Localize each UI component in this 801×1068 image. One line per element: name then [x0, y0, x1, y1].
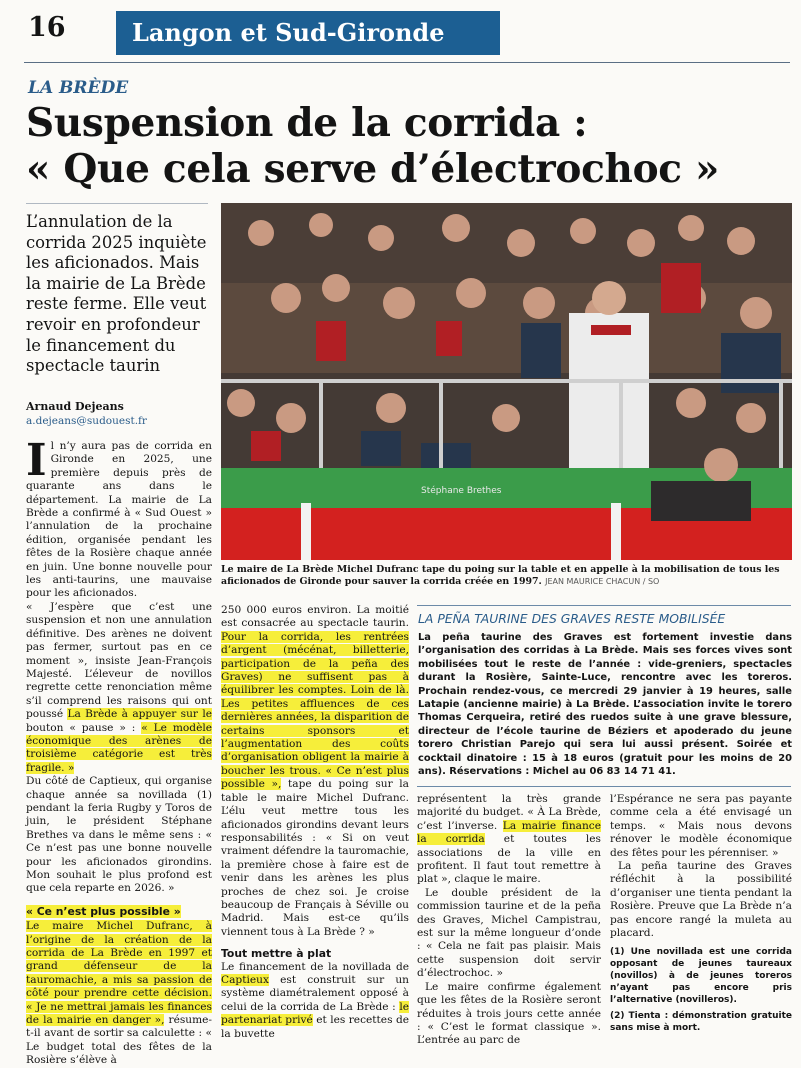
col1-paragraph-2a: « J’espère que c’est une suspension et non une annulation définitive. Des arènes ne doivent pas fermer, surtout pas en ce moment », insiste Jean-François Majesté. L’éleveur de novillos regrette cette renonciation même s’il comprend les raisons qui ont poussé: [26, 600, 212, 721]
author-name: Arnaud Dejeans: [26, 400, 124, 413]
photo-credit: JEAN MAURICE CHACUN / SO: [545, 577, 660, 586]
section-title: Langon et Sud-Gironde: [132, 18, 445, 47]
page-number: 16: [28, 12, 66, 43]
col1-highlight-1: La Brède à appuyer sur le: [67, 708, 212, 721]
photo-caption: [221, 564, 793, 588]
sidebar-title: LA PEÑA TAURINE DES GRAVES RESTE MOBILISÉE: [418, 611, 726, 626]
col3-highlight-1: La mairie finance la corrida: [417, 819, 601, 846]
col1-paragraph-1: l n’y aura pas de corrida en Gironde en 2025, une première depuis près de quarante ans dans le département. La mairie de La Brède a confirmé à « Sud Ouest » l’annulation de la prochaine édition, organisée pendant les fêtes de la Rosière chaque année en juin. Une bonne nouvelle pour les anti-taurins, une mauvaise pour les aficionados.: [26, 440, 212, 600]
col1-paragraph-3: Du côté de Captieux, qui organise chaque année sa novillada (1) pendant la feria Rugby y Toros de juin, le président Stéphane Brethes va dans le même sens : « Ce n’est pas une bonne nouvelle pour les aficionados girondins. Mon souhait le plus profond est que cela reparte en 2026. »: [26, 775, 212, 895]
headline-line-2: « Que cela serve d’électrochoc »: [26, 146, 720, 192]
col2-highlight-2: Captieux: [221, 973, 269, 986]
col2-highlight-3: le partenariat privé: [221, 1000, 409, 1027]
header-rule: [24, 62, 790, 63]
col2-paragraph-2b: est construit sur un système diamétralement opposé à celui de la corrida de La Brède :: [221, 973, 409, 1013]
sidebar-rule-bottom: [417, 786, 791, 787]
col4-footnote-2: (2) Tienta : démonstration gratuite sans mise à mort.: [610, 1011, 792, 1034]
col3-paragraph-2: Le double président de la commission taurine et de la peña des Graves, Michel Campistrau, est sur la même longueur d’onde : « Cela ne fait pas plaisir. Mais cette suspension doit servir d’électrochoc. »: [417, 886, 601, 980]
lead-rule-top: [26, 203, 208, 204]
col2-paragraph-2c: et les recettes de la buvette: [221, 1014, 409, 1040]
headline-line-1: Suspension de la corrida :: [26, 100, 588, 146]
kicker: LA BRÈDE: [28, 78, 129, 98]
col1-highlight-3: Le maire Michel Dufranc, à l’origine de la création de la corrida de La Brède en 1997 et grand défenseur de la tauromachie, a mis sa passion de côté pour prendre cette décision. « Je ne mettrai jamais les finances de la mairie en danger »,: [26, 920, 212, 1027]
sidebar-body: La peña taurine des Graves est fortement investie dans l’organisation des corridas à La Brède. Mais ses forces vives sont mobilisées tout le reste de l’année : vide-greniers, spectacles durant la Rosière, Sainte-Luce, rencontre avec les toreros. Prochain rendez-vous, ce mercredi 29 janvier à 19 heures, salle Latapie (ancienne mairie) à La Brède. L’association invite le torero Thomas Cerqueira, retiré des ruedos suite à une grave blessure, directeur de l’école taurine de Béziers et apoderado du jeune torero Christian Parejo qui sera lui aussi présent. Soirée et cocktail dinatoire : 15 à 18 euros (gratuit pour les moins de 20 ans). Réservations : Michel au 06 83 14 71 41.: [418, 632, 792, 778]
photo-banner-text: Stéphane Brethes: [421, 486, 502, 496]
col2-highlight-1: Pour la corrida, les rentrées d’argent (mécénat, billetterie, participation de la peña des Graves) ne suffisent pas à équilibrer les comptes. Loin de là. Les petites affluences de ces dernières années, la disparition de certains sponsors et l’augmentation des coûts d’organisation obligent la mairie à boucher les trous. « Ce n’est plus possible »,: [221, 630, 409, 791]
col4-footnote-1: (1) Une novillada est une corrida opposant de jeunes taureaux (novillos) à de jeunes toreros n’ayant pas encore pris l’alternative (novilleros).: [610, 947, 792, 1006]
column-2: [221, 604, 409, 1041]
col1-paragraph-2b: bouton « pause » :: [26, 721, 142, 734]
col4-paragraph-2: La peña taurine des Graves réfléchit à la possibilité d’organiser une tienta pendant la Rosière. Preuve que La Brède n’a pas encore rangé la muleta au placard.: [610, 860, 792, 940]
column-3: [417, 793, 601, 1048]
col3-paragraph-1a: représentent la très grande majorité du budget. « À La Brède, c’est l’inverse.: [417, 793, 601, 832]
col2-subhead: Tout mettre à plat: [221, 947, 332, 961]
col2-paragraph-2a: Le financement de la novillada de: [221, 960, 409, 973]
column-4: [610, 793, 792, 1034]
column-1: [26, 435, 213, 1068]
photo-aficionados: [221, 203, 792, 560]
col1-highlight-2: « Le modèle économique des arènes de troisième catégorie est très fragile. »: [26, 721, 213, 774]
col2-paragraph-1a: 250 000 euros environ. La moitié est consacrée au spectacle taurin.: [221, 604, 409, 630]
lead: L’annulation de la corrida 2025 inquiète les aficionados. Mais la mairie de La Brède reste ferme. Elle veut revoir en profondeur le financement du spectacle taurin: [26, 212, 207, 376]
col3-paragraph-1b: et toutes les associations de la ville en profitent. Il faut tout remettre à plat », claque le maire.: [417, 833, 601, 886]
col3-paragraph-3: Le maire confirme également que les fêtes de la Rosière seront réduites à trois jours cette année : « C’est le format classique ». L’entrée au parc de: [417, 980, 601, 1047]
sidebar-rule-top: [417, 605, 791, 606]
col1-paragraph-4: résume-t-il avant de sortir sa calculette : « Le budget total des fêtes de la Rosière s’élève à: [26, 1014, 212, 1067]
col1-subhead: « Ce n’est plus possible »: [26, 904, 181, 918]
author-email[interactable]: a.dejeans@sudouest.fr: [26, 415, 147, 427]
col4-paragraph-1: l’Espérance ne sera pas payante comme cela a été envisagé un temps. « Mais nous devons rénover le modèle économique des fêtes pour les pérenniser. »: [610, 793, 792, 859]
dropcap: I: [26, 435, 47, 486]
photo-caption-text: Le maire de La Brède Michel Dufranc tape du poing sur la table et en appelle à la mobilisation de tous les aficionados de Gironde pour sauver la corrida créée en 1997.: [221, 564, 780, 587]
col2-paragraph-1b: tape du poing sur la table le maire Michel Dufranc. L’élu veut mettre tous les aficionados girondins devant leurs responsabilités : « Si on veut vraiment défendre la tauromachie, la première chose à faire est de venir dans les arènes les plus proches de chez soi. Je croise beaucoup de Français à Séville ou Madrid. Mais est-ce qu’ils viennent tous à La Brède ? »: [221, 778, 409, 938]
